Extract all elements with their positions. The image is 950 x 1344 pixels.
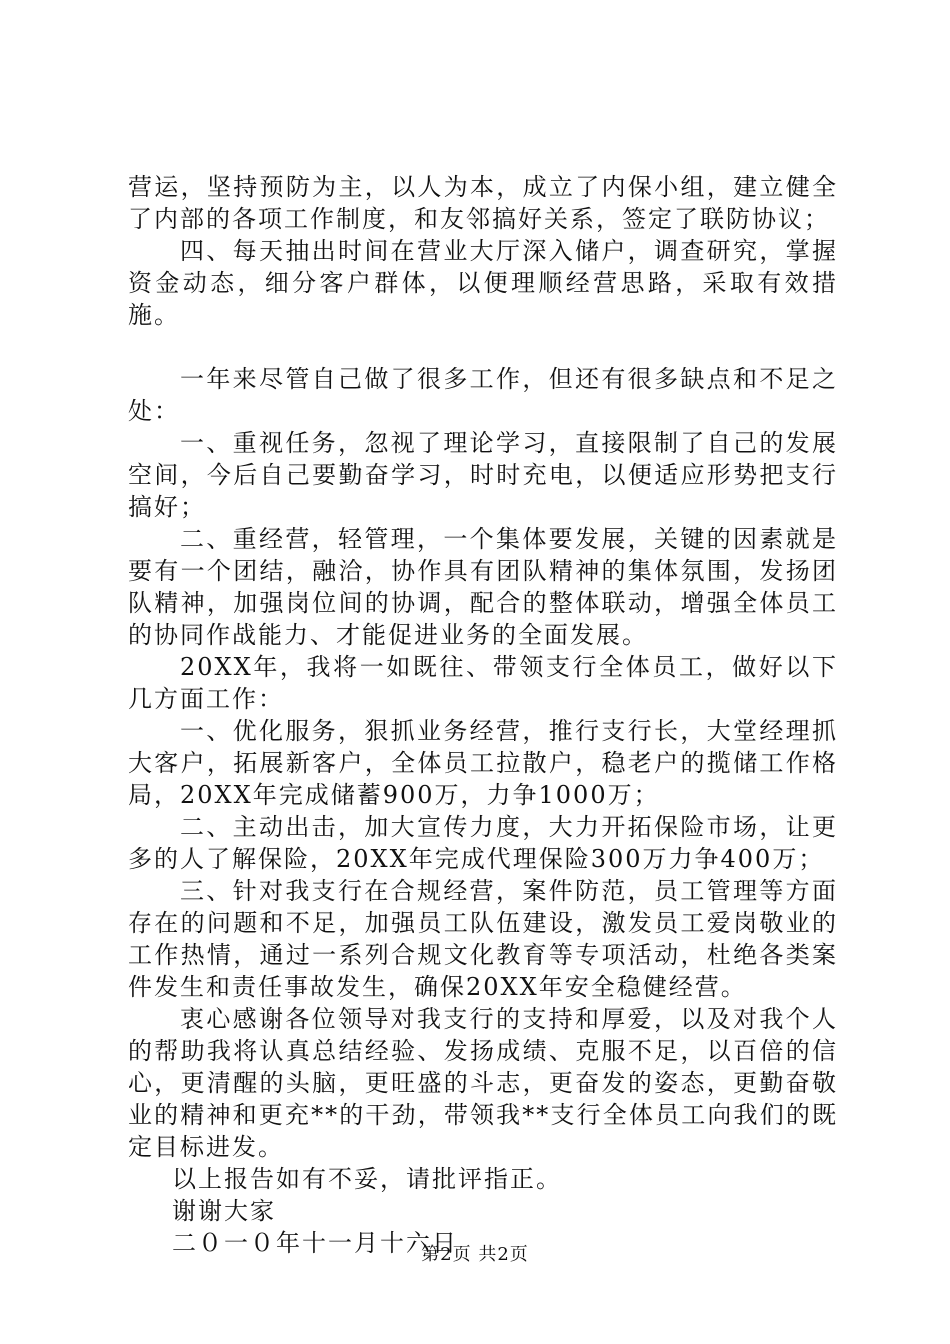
- paragraph-shortcomings-intro: 一年来尽管自己做了很多工作，但还有很多缺点和不足之处：: [128, 365, 838, 425]
- document-body: [128, 171, 838, 1259]
- paragraph-continuation: 营运，坚持预防为主，以人为本，成立了内保小组，建立健全了内部的各项工作制度，和友邻搞好关系，签定了联防协议；: [128, 173, 838, 233]
- page-number-footer: 第2页 共2页: [421, 1244, 529, 1265]
- paragraph-plan-intro: 20XX年，我将一如既往、带领支行全体员工，做好以下几方面工作：: [128, 653, 838, 713]
- paragraph-plan-three: 三、针对我支行在合规经营，案件防范，员工管理等方面存在的问题和不足，加强员工队伍建设，激发员工爱岗敬业的工作热情，通过一系列合规文化教育等专项活动，杜绝各类案件发生和责任事故发生，确保20XX年安全稳健经营。: [128, 877, 838, 1001]
- paragraph-plan-one: 一、优化服务，狠抓业务经营，推行支行长，大堂经理抓大客户，拓展新客户，全体员工拉散户，稳老户的揽储工作格局，20XX年完成储蓄900万，力争1000万；: [128, 717, 838, 809]
- paragraph-closing-thanks: 谢谢大家: [172, 1197, 276, 1225]
- paragraph-item-four: 四、每天抽出时间在营业大厅深入储户，调查研究，掌握资金动态，细分客户群体，以便理顺经营思路，采取有效措施。: [128, 237, 838, 329]
- paragraph-shortcoming-two: 二、重经营，轻管理，一个集体要发展，关键的因素就是要有一个团结，融洽，协作具有团队精神的集体氛围，发扬团队精神，加强岗位间的协调，配合的整体联动，增强全体员工的协同作战能力、才能促进业务的全面发展。: [128, 525, 838, 649]
- paragraph-plan-two: 二、主动出击，加大宣传力度，大力开拓保险市场，让更多的人了解保险，20XX年完成代理保险300万力争400万；: [128, 813, 838, 873]
- paragraph-closing-request: 以上报告如有不妥，请批评指正。: [172, 1165, 562, 1193]
- paragraph-thanks: 衷心感谢各位领导对我支行的支持和厚爱，以及对我个人的帮助我将认真总结经验、发扬成绩、克服不足，以百倍的信心，更清醒的头脑，更旺盛的斗志，更奋发的姿态，更勤奋敬业的精神和更充**的干劲，带领我**支行全体员工向我们的既定目标进发。: [128, 1005, 838, 1161]
- paragraph-date: 二０一０年十一月十六日: [172, 1229, 458, 1257]
- paragraph-shortcoming-one: 一、重视任务，忽视了理论学习，直接限制了自己的发展空间，今后自己要勤奋学习，时时充电，以便适应形势把支行搞好；: [128, 429, 838, 521]
